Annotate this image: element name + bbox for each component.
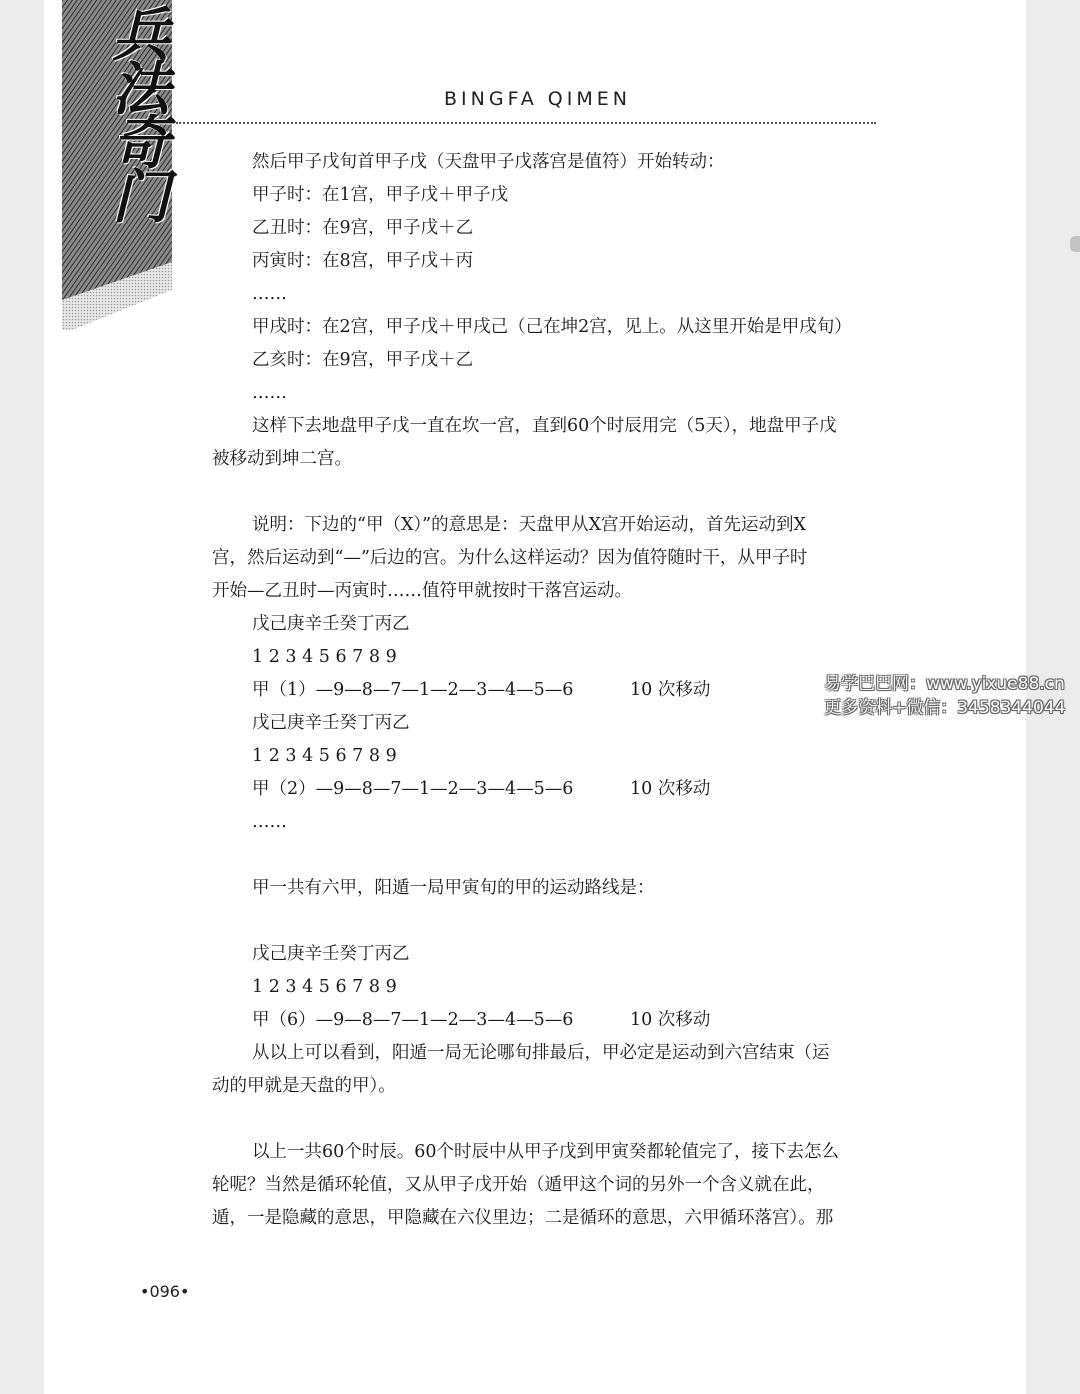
move-count: 10 次移动 xyxy=(630,1010,711,1030)
spacer xyxy=(212,476,932,509)
movement-path-row xyxy=(212,1004,932,1037)
spacer xyxy=(212,1103,932,1136)
paragraph-line: 开始—乙丑时—丙寅时……值符甲就按时干落宫运动。 xyxy=(212,581,632,601)
paragraph-line: 被移动到坤二宫。 xyxy=(212,449,352,469)
movement-path: 甲（1）—9—8—7—1—2—3—4—5—6 xyxy=(252,680,574,700)
paragraph-line: 说明：下边的“甲（X）”的意思是：天盘甲从X宫开始运动，首先运动到X xyxy=(252,515,807,535)
watermark-contact-line: 更多资料+微信：3458344044 xyxy=(824,698,1066,718)
move-count: 10 次移动 xyxy=(630,779,711,799)
hour-entry: 乙亥时：在9宫，甲子戊＋乙 xyxy=(252,350,474,370)
hour-entry: 甲戌时：在2宫，甲子戊＋甲戌己（己在坤2宫，见上。从这里开始是甲戌旬） xyxy=(252,317,852,337)
header-divider xyxy=(176,122,876,124)
movement-path: 甲（2）—9—8—7—1—2—3—4—5—6 xyxy=(252,779,574,799)
palace-number-sequence: 1 2 3 4 5 6 7 8 9 xyxy=(252,647,397,667)
move-count: 10 次移动 xyxy=(630,680,711,700)
spacer xyxy=(212,839,932,872)
logo-title-calligraphy: 兵法奇门 xyxy=(102,4,170,220)
palace-number-sequence: 1 2 3 4 5 6 7 8 9 xyxy=(252,746,397,766)
watermark-site-line: 易学巴巴网：www.yixue88.cn xyxy=(824,674,1065,694)
running-header-title: BINGFA QIMEN xyxy=(444,88,631,110)
paragraph-line: 遁，一是隐藏的意思，甲隐藏在六仪里边；二是循环的意思，六甲循环落宫）。那 xyxy=(212,1208,834,1228)
scroll-indicator[interactable] xyxy=(1070,236,1080,252)
hour-entry: 乙丑时：在9宫，甲子戊＋乙 xyxy=(252,218,474,238)
paragraph-line: 宫，然后运动到“—”后边的宫。为什么这样运动？因为值符随时干，从甲子时 xyxy=(212,548,808,568)
paragraph-line: 轮呢？当然是循环轮值，又从甲子戊开始（遁甲这个词的另外一个含义就在此， xyxy=(212,1175,825,1195)
paragraph-line: 从以上可以看到，阳遁一局无论哪旬排最后，甲必定是运动到六宫结束（运 xyxy=(252,1043,830,1063)
movement-path: 甲（6）—9—8—7—1—2—3—4—5—6 xyxy=(252,1010,574,1030)
stem-sequence: 戊己庚辛壬癸丁丙乙 xyxy=(252,614,410,634)
spacer xyxy=(212,905,932,938)
movement-path-row xyxy=(212,773,932,806)
paragraph-line: 这样下去地盘甲子戊一直在坎一宫，直到60个时辰用完（5天），地盘甲子戊 xyxy=(252,416,837,436)
stem-sequence: 戊己庚辛壬癸丁丙乙 xyxy=(252,944,410,964)
site-watermark xyxy=(824,672,1074,720)
stem-sequence: 戊己庚辛壬癸丁丙乙 xyxy=(252,713,410,733)
hour-entry: 丙寅时：在8宫，甲子戊＋丙 xyxy=(252,251,474,271)
paragraph-line: 以上一共60个时辰。60个时辰中从甲子戊到甲寅癸都轮值完了，接下去怎么 xyxy=(252,1142,840,1162)
paragraph-line: 动的甲就是天盘的甲）。 xyxy=(212,1076,396,1096)
page-number: •096• xyxy=(140,1282,190,1301)
paragraph-line: 甲一共有六甲，阳遁一局甲寅旬的甲的运动路线是： xyxy=(252,878,655,898)
palace-number-sequence: 1 2 3 4 5 6 7 8 9 xyxy=(252,977,397,997)
ellipsis: …… xyxy=(252,812,287,832)
hour-entry: 甲子时：在1宫，甲子戊＋甲子戊 xyxy=(252,185,509,205)
ellipsis: …… xyxy=(252,383,287,403)
ellipsis: …… xyxy=(252,284,287,304)
paragraph-line: 然后甲子戊旬首甲子戊（天盘甲子戊落宫是值符）开始转动： xyxy=(252,152,725,172)
